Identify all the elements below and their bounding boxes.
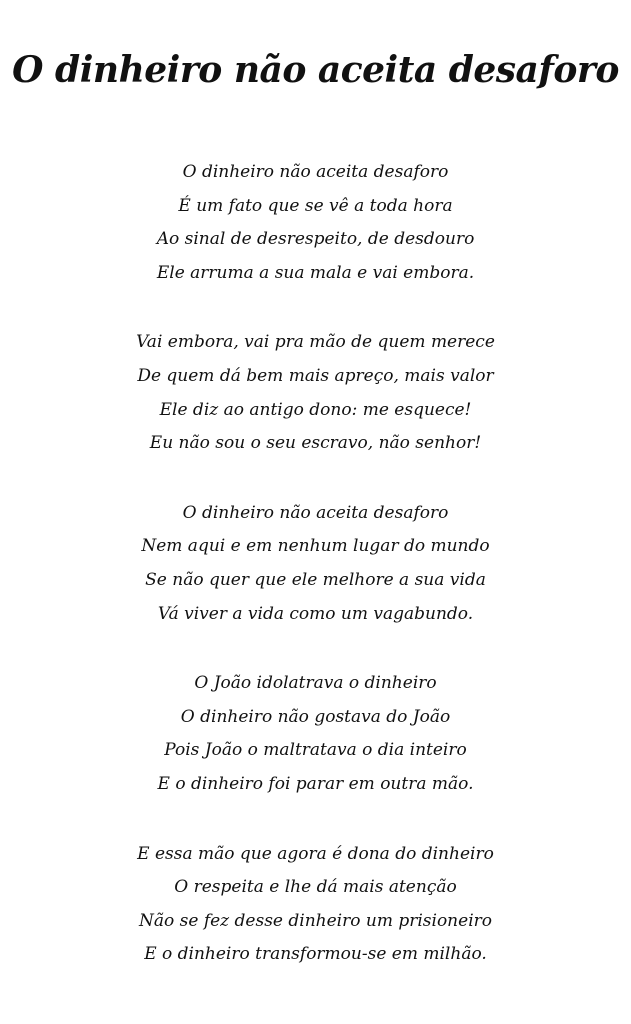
stanza-1 <box>0 156 631 290</box>
poem-line: O dinheiro não aceita desaforo <box>182 162 449 182</box>
poem-line: Ele diz ao antigo dono: me esquece! <box>159 399 472 420</box>
stanza-3 <box>0 497 631 631</box>
poem-line: Vai embora, vai pra mão de quem merece <box>136 332 495 353</box>
poem-line: Nem aqui e em nenhum lugar do mundo <box>141 536 490 557</box>
poem-line: E o dinheiro foi parar em outra mão. <box>157 773 474 794</box>
poem-title: O dinheiro não aceita desaforo <box>12 49 619 91</box>
stanza-2 <box>0 326 631 460</box>
poem-line: O João idolatrava o dinheiro <box>194 673 437 694</box>
poem-line: Eu não sou o seu escravo, não senhor! <box>149 433 482 454</box>
poem-line: É um fato que se vê a toda hora <box>178 195 453 216</box>
poem-line: Não se fez desse dinheiro um prisioneiro <box>138 910 492 931</box>
poem-line: O dinheiro não aceita desaforo <box>182 502 449 523</box>
stanza-4 <box>0 667 631 801</box>
poem-line: De quem dá bem mais apreço, mais valor <box>137 365 494 386</box>
poem-line: E o dinheiro transformou-se em milhão. <box>144 944 487 965</box>
poem-line: Se não quer que ele melhore a sua vida <box>145 569 486 590</box>
poem-line: Ao sinal de desrespeito, de desdouro <box>156 229 475 250</box>
poem-line: Vá viver a vida como um vagabundo. <box>157 603 474 624</box>
poem-body <box>0 156 631 1008</box>
poem-line: E essa mão que agora é dona do dinheiro <box>137 843 494 864</box>
poem-line: O dinheiro não gostava do João <box>180 706 451 727</box>
poem-line: Pois João o maltratava o dia inteiro <box>164 740 467 761</box>
stanza-5 <box>0 838 631 972</box>
poem-line: O respeita e lhe dá mais atenção <box>174 877 457 898</box>
poem-line: Ele arruma a sua mala e vai embora. <box>156 262 475 283</box>
